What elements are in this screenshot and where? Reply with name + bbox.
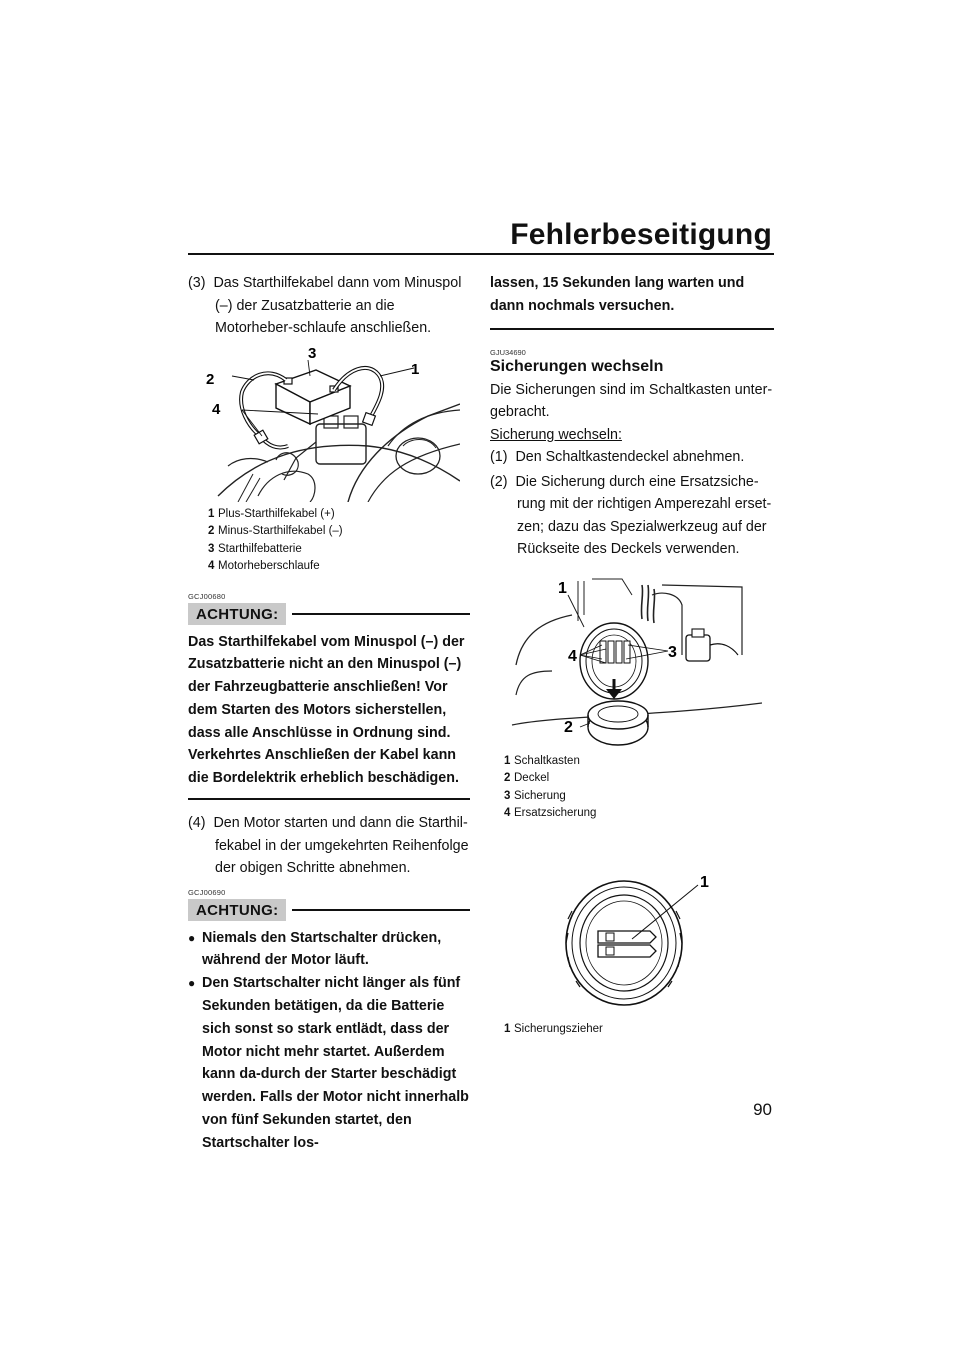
callout-3: 3	[308, 345, 317, 362]
callout-1: 1	[558, 579, 567, 597]
right-column	[490, 272, 774, 1038]
legend-text: Plus-Starthilfekabel (+)	[218, 507, 335, 520]
fuse-box-figure	[502, 575, 762, 747]
fuse-puller-figure	[502, 871, 762, 1011]
step-4-text: Den Motor starten und dann die Starthil-fekabel in der umgekehrten Reihenfolge der obigen Schritte abnehmen.	[213, 815, 469, 877]
bullet-text: Niemals den Startschalter drücken, während der Motor läuft.	[202, 929, 442, 969]
step-3-number: (3)	[188, 275, 206, 291]
legend-text: Minus-Starthilfekabel (–)	[218, 525, 343, 537]
caution-2-rule	[292, 909, 470, 911]
legend-item	[504, 753, 774, 771]
legend-item	[504, 770, 774, 788]
callout-1: 1	[411, 360, 420, 378]
legend-number: 2	[208, 525, 215, 537]
callout-3: 3	[668, 643, 677, 661]
legend-number: 3	[208, 542, 215, 555]
step-4-number: (4)	[188, 815, 206, 832]
callout-4: 4	[568, 647, 577, 665]
bullet-icon: ●	[188, 930, 196, 945]
caution-1-header	[188, 601, 470, 627]
page-title: Fehlerbeseitigung	[510, 218, 772, 251]
caution-bullet	[188, 927, 470, 973]
caution-bullet	[188, 972, 470, 1154]
fuse-step-1-number: (1)	[490, 449, 508, 466]
figure-1-legend	[208, 506, 470, 576]
header-rule	[188, 253, 774, 255]
legend-text: Motorheberschlaufe	[218, 560, 320, 572]
caution-2-label: ACHTUNG:	[188, 899, 286, 921]
caution-2-continued: lassen, 15 Sekunden lang warten und dann nochmals versuchen.	[490, 275, 745, 314]
step-3	[188, 272, 470, 340]
bullet-icon: ●	[188, 976, 196, 991]
bullet-text: Den Startschalter nicht länger als fünf Sekunden betätigen, da die Batterie sich sonst so stark entlädt, dass der Motor nicht mehr startet. Außerdem kann da-durch der Starter beschädigt werden. Falls der Motor nicht innerhalb von fünf Sekunden startet, den Startschalter los-	[202, 975, 469, 1151]
legend-number: 4	[208, 560, 215, 572]
legend-number: 1	[504, 1022, 511, 1035]
caution-1-rule	[292, 613, 470, 615]
legend-number: 1	[504, 754, 511, 767]
left-column	[188, 272, 470, 1155]
legend-item	[208, 541, 470, 559]
fuse-step-2-number: (2)	[490, 473, 508, 490]
caution-1-end-rule	[188, 798, 470, 800]
callout-1: 1	[700, 873, 709, 891]
step-3-text: Das Starthilfekabel dann vom Minuspol (–) der Zusatzbatterie an die Motorheber-schlaufe anschließen.	[213, 275, 462, 336]
legend-text: Starthilfebatterie	[218, 542, 302, 555]
legend-number: 3	[504, 789, 511, 802]
legend-text: Ersatzsicherung	[514, 807, 597, 820]
fuse-step-1-text: Den Schaltkastendeckel abnehmen.	[515, 449, 745, 466]
callout-2: 2	[206, 370, 215, 388]
jump-start-figure	[198, 346, 460, 502]
caution-1-text: Das Starthilfekabel vom Minuspol (–) der Zusatzbatterie nicht an den Minuspol (–) der Fahrzeugbatterie anschließen! Vor dem Starten des Motors sicherstellen, dass alle Anschlüsse in Ordnung sind. Verkehrtes Anschließen der Kabel kann die Bordelektrik erheblich beschädigen.	[188, 633, 465, 787]
legend-text: Deckel	[514, 772, 550, 785]
legend-item	[208, 558, 470, 576]
caution-1-code: GCJ00680	[188, 591, 226, 601]
caution-2-header	[188, 897, 470, 923]
legend-item	[504, 1021, 774, 1039]
figure-2-legend	[504, 753, 774, 823]
fuse-cover-icon	[588, 701, 648, 745]
caution-2-bullets	[188, 927, 470, 1155]
fuse-step-2	[490, 471, 774, 561]
legend-number: 4	[504, 807, 511, 820]
step-4	[188, 812, 470, 880]
fuse-step-2-text: Die Sicherung durch eine Ersatzsiche-rung mit der richtigen Amperezahl erset-zen; dazu das Spezialwerkzeug auf der Rückseite des Deckels verwenden.	[515, 473, 772, 558]
legend-item	[208, 523, 470, 541]
section-code: GJU34690	[490, 347, 526, 357]
legend-text: Sicherungszieher	[514, 1022, 603, 1035]
legend-text: Sicherung	[514, 789, 566, 802]
callout-2: 2	[564, 718, 573, 736]
page-number: 90	[753, 1100, 772, 1119]
legend-item	[504, 805, 774, 823]
figure-3-legend	[504, 1021, 774, 1039]
caution-1-label: ACHTUNG:	[188, 603, 286, 625]
section-subhead: Sicherung wechseln:	[490, 426, 622, 443]
legend-text: Schaltkasten	[514, 754, 580, 767]
legend-number: 1	[208, 507, 215, 520]
callout-4: 4	[212, 400, 221, 418]
fuse-step-1	[490, 446, 774, 469]
caution-2-end-rule	[490, 328, 774, 330]
section-intro: Die Sicherungen sind im Schaltkasten unter-gebracht.	[490, 381, 773, 421]
caution-2-code: GCJ00690	[188, 887, 226, 897]
legend-item	[208, 506, 470, 524]
section-title: Sicherungen wechseln	[490, 357, 664, 375]
legend-number: 2	[504, 772, 511, 785]
legend-item	[504, 788, 774, 806]
